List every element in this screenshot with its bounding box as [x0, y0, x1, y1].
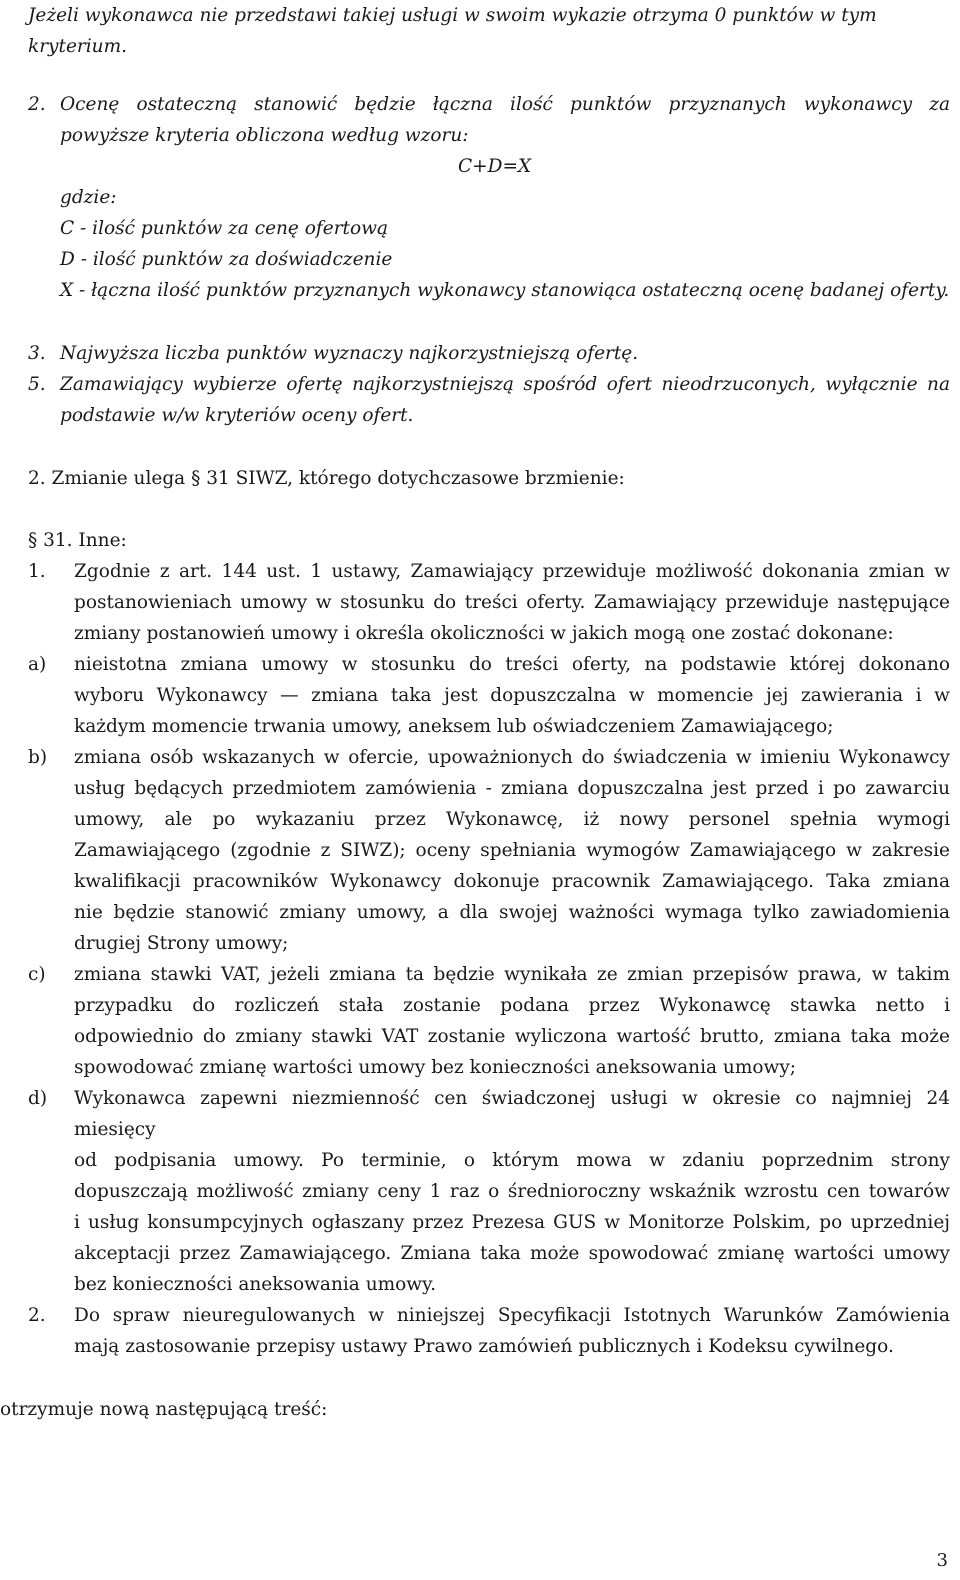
item-b-line-2: usług będących przedmiotem zamówienia - zmiana dopuszczalna jest przed i po zawarciu — [74, 778, 950, 799]
item-2-line-2: mają zastosowanie przepisy ustawy Prawo zamówień publicznych i Kodeksu cywilnego. — [74, 1336, 894, 1357]
page-number: 3 — [936, 1550, 948, 1571]
definition-c: C - ilość punktów za cenę ofertową — [60, 218, 388, 239]
point-5 — [0, 369, 960, 431]
section-31-item-a — [0, 649, 960, 742]
point-5-marker: 5. — [28, 374, 46, 395]
item-c-line-1: zmiana stawki VAT, jeżeli zmiana ta będzie wynikała ze zmian przepisów prawa, w takim — [74, 964, 950, 985]
outro-text: otrzymuje nową następującą treść: — [0, 1399, 328, 1420]
section-31-item-1 — [0, 556, 960, 649]
formula: C+D=X — [458, 156, 532, 177]
point-2-marker: 2. — [28, 94, 46, 115]
item-2-line-1: Do spraw nieuregulowanych w niniejszej Specyfikacji Istotnych Warunków Zamówienia — [74, 1305, 950, 1326]
item-b-marker: b) — [28, 747, 48, 768]
item-d-marker: d) — [28, 1088, 48, 1109]
item-1-marker: 1. — [28, 561, 46, 582]
change-heading-block — [0, 463, 960, 494]
outro-block — [0, 1394, 960, 1425]
item-c-line-3: odpowiednio do zmiany stawki VAT zostanie wyliczona wartość brutto, zmiana taka może — [74, 1026, 950, 1047]
item-d-line-5: i usług konsumpcyjnych ogłaszany przez Prezesa GUS w Monitorze Polskim, po uprzedniej — [74, 1212, 950, 1233]
item-d-line-1: Wykonawca zapewni niezmienność cen świadczonej usługi w okresie co najmniej 24 — [74, 1088, 950, 1109]
change-heading: 2. Zmianie ulega § 31 SIWZ, którego dotychczasowe brzmienie: — [28, 468, 625, 489]
where-label: gdzie: — [60, 187, 117, 208]
item-d-line-2: miesięcy — [74, 1119, 156, 1140]
item-b-line-1: zmiana osób wskazanych w ofercie, upoważnionych do świadczenia w imieniu Wykonawcy — [74, 747, 950, 768]
definition-d: D - ilość punktów za doświadczenie — [60, 249, 393, 270]
item-c-marker: c) — [28, 964, 46, 985]
point-3-marker: 3. — [28, 343, 46, 364]
section-31-item-c — [0, 959, 960, 1083]
item-c-line-2: przypadku do rozliczeń stała zostanie podana przez Wykonawcę stawka netto i — [74, 995, 950, 1016]
item-b-line-7: drugiej Strony umowy; — [74, 933, 289, 954]
point-5-line-1: Zamawiający wybierze ofertę najkorzystniejszą spośród ofert nieodrzuconych, wyłącznie na — [60, 374, 950, 395]
intro-paragraph — [0, 0, 960, 62]
point-5-line-2: podstawie w/w kryteriów oceny ofert. — [60, 405, 414, 426]
item-1-line-2: postanowieniach umowy w stosunku do treści oferty. Zamawiający przewiduje następujące — [74, 592, 950, 613]
item-b-line-3: umowy, ale po wykazaniu przez Wykonawcę, iż nowy personel spełnia wymogi — [74, 809, 950, 830]
item-d-line-6: akceptacji przez Zamawiającego. Zmiana taka może spowodować zmianę wartości umowy — [74, 1243, 950, 1264]
item-b-line-4: Zamawiającego (zgodnie z SIWZ); oceny spełniania wymogów Zamawiającego w zakresie — [74, 840, 950, 861]
item-a-line-3: każdym momencie trwania umowy, aneksem lub oświadczeniem Zamawiającego; — [74, 716, 834, 737]
intro-line-1: Jeżeli wykonawca nie przedstawi takiej usługi w swoim wykazie otrzyma 0 punktów w tym — [28, 5, 877, 26]
intro-line-2: kryterium. — [28, 36, 127, 57]
item-a-marker: a) — [28, 654, 47, 675]
item-d-line-3: od podpisania umowy. Po terminie, o którym mowa w zdaniu poprzednim strony — [74, 1150, 950, 1171]
item-2-marker: 2. — [28, 1305, 46, 1326]
point-2 — [0, 89, 960, 306]
definition-x: X - łączna ilość punktów przyznanych wykonawcy stanowiąca ostateczną ocenę badanej oferty. — [60, 280, 950, 301]
item-1-line-1: Zgodnie z art. 144 ust. 1 ustawy, Zamawiający przewiduje możliwość dokonania zmian w — [74, 561, 950, 582]
section-31-item-d — [0, 1083, 960, 1300]
item-d-line-4: dopuszczają możliwość zmiany ceny 1 raz o średnioroczny wskaźnik wzrostu cen towarów — [74, 1181, 950, 1202]
point-2-line-1: Ocenę ostateczną stanowić będzie łączna ilość punktów przyznanych wykonawcy za — [60, 94, 950, 115]
item-d-line-7: bez konieczności aneksowania umowy. — [74, 1274, 437, 1295]
item-b-line-6: nie będzie stanowić zmiany umowy, a dla swojej ważności wymaga tylko zawiadomienia — [74, 902, 950, 923]
item-b-line-5: kwalifikacji pracowników Wykonawcy dokonuje pracownik Zamawiającego. Taka zmiana — [74, 871, 950, 892]
point-2-line-2: powyższe kryteria obliczona według wzoru: — [60, 125, 469, 146]
point-3 — [0, 338, 960, 369]
section-31-title: § 31. Inne: — [28, 530, 127, 551]
item-1-line-3: zmiany postanowień umowy i określa okoliczności w jakich mogą one zostać dokonane: — [74, 623, 894, 644]
item-a-line-1: nieistotna zmiana umowy w stosunku do treści oferty, na podstawie której dokonano — [74, 654, 950, 675]
section-31-item-2 — [0, 1300, 960, 1362]
item-a-line-2: wyboru Wykonawcy — zmiana taka jest dopuszczalna w momencie jej zawierania i w — [74, 685, 950, 706]
section-31-item-b — [0, 742, 960, 959]
point-3-text: Najwyższa liczba punktów wyznaczy najkorzystniejszą ofertę. — [60, 343, 639, 364]
section-31 — [0, 525, 960, 1362]
item-c-line-4: spowodować zmianę wartości umowy bez konieczności aneksowania umowy; — [74, 1057, 797, 1078]
